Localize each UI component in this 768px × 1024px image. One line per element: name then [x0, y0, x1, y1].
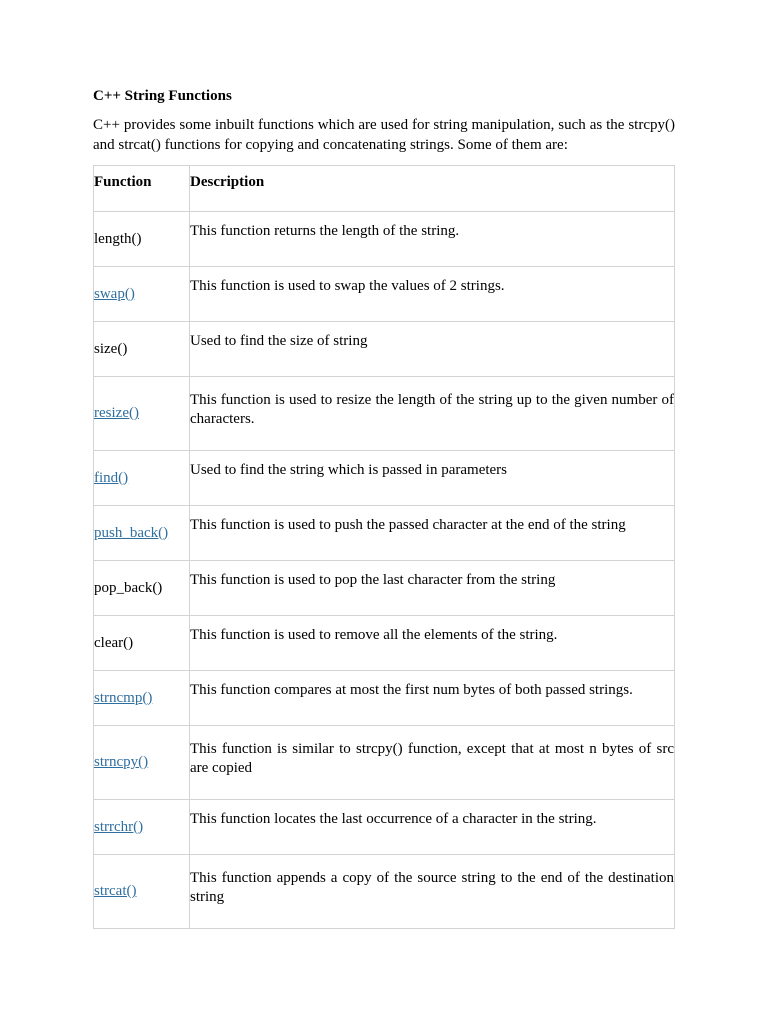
description-text: This function is used to remove all the elements of the string. [190, 626, 558, 643]
document-page [93, 86, 675, 929]
description-text: This function is used to resize the length of the string up to the given number of characters. [190, 391, 674, 427]
table-header-row [94, 166, 675, 212]
description-text: This function locates the last occurrence of a character in the string. [190, 810, 597, 827]
function-link-strrchr[interactable]: strrchr() [94, 818, 144, 835]
table-row [94, 671, 675, 726]
table-row [94, 855, 675, 929]
section-heading: C++ String Functions [93, 88, 232, 104]
function-cell [94, 322, 190, 377]
function-name: clear() [94, 634, 134, 651]
description-text: This function is used to pop the last character from the string [190, 571, 556, 588]
description-cell [190, 506, 675, 561]
description-cell [190, 855, 675, 929]
table-row [94, 561, 675, 616]
description-text: This function is used to swap the values of 2 strings. [190, 277, 505, 294]
intro-paragraph: C++ provides some inbuilt functions which are used for string manipulation, such as the strcpy() and strcat() functions for copying and concatenating strings. Some of them are: [93, 117, 675, 153]
table-row [94, 506, 675, 561]
description-text: This function appends a copy of the source string to the end of the destination string [190, 869, 674, 905]
function-link-strncpy[interactable]: strncpy() [94, 754, 149, 770]
description-cell [190, 616, 675, 671]
string-functions-table [93, 165, 675, 929]
function-name: size() [94, 340, 128, 357]
function-cell [94, 800, 190, 855]
description-cell [190, 451, 675, 506]
function-link-strncmp[interactable]: strncmp() [94, 689, 153, 706]
description-text: Used to find the size of string [190, 332, 368, 349]
description-text: This function is similar to strcpy() function, except that at most n bytes of src are copied [190, 740, 674, 776]
description-cell [190, 322, 675, 377]
function-cell [94, 212, 190, 267]
description-cell [190, 377, 675, 451]
description-cell [190, 726, 675, 800]
function-link-resize[interactable]: resize() [94, 405, 139, 421]
function-cell [94, 451, 190, 506]
description-text: Used to find the string which is passed in parameters [190, 461, 508, 478]
function-cell [94, 855, 190, 929]
function-cell [94, 616, 190, 671]
description-text: This function compares at most the first num bytes of both passed strings. [190, 681, 633, 698]
function-cell [94, 506, 190, 561]
header-function: Function [94, 166, 190, 212]
table-row [94, 212, 675, 267]
description-cell [190, 800, 675, 855]
function-cell [94, 267, 190, 322]
description-cell [190, 561, 675, 616]
description-cell [190, 671, 675, 726]
function-cell [94, 671, 190, 726]
function-name: pop_back() [94, 579, 163, 596]
table-row [94, 800, 675, 855]
function-cell [94, 377, 190, 451]
table-row [94, 726, 675, 800]
function-link-find[interactable]: find() [94, 469, 129, 486]
description-text: This function returns the length of the string. [190, 222, 460, 239]
function-link-push-back[interactable]: push_back() [94, 524, 169, 541]
table-row [94, 616, 675, 671]
table-row [94, 451, 675, 506]
header-description: Description [190, 166, 675, 212]
function-cell [94, 561, 190, 616]
function-link-strcat[interactable]: strcat() [94, 883, 137, 899]
function-cell [94, 726, 190, 800]
table-row [94, 267, 675, 322]
function-name: length() [94, 230, 142, 247]
description-cell [190, 267, 675, 322]
description-text: This function is used to push the passed character at the end of the string [190, 516, 626, 533]
table-row [94, 322, 675, 377]
description-cell [190, 212, 675, 267]
function-link-swap[interactable]: swap() [94, 285, 135, 302]
table-row [94, 377, 675, 451]
